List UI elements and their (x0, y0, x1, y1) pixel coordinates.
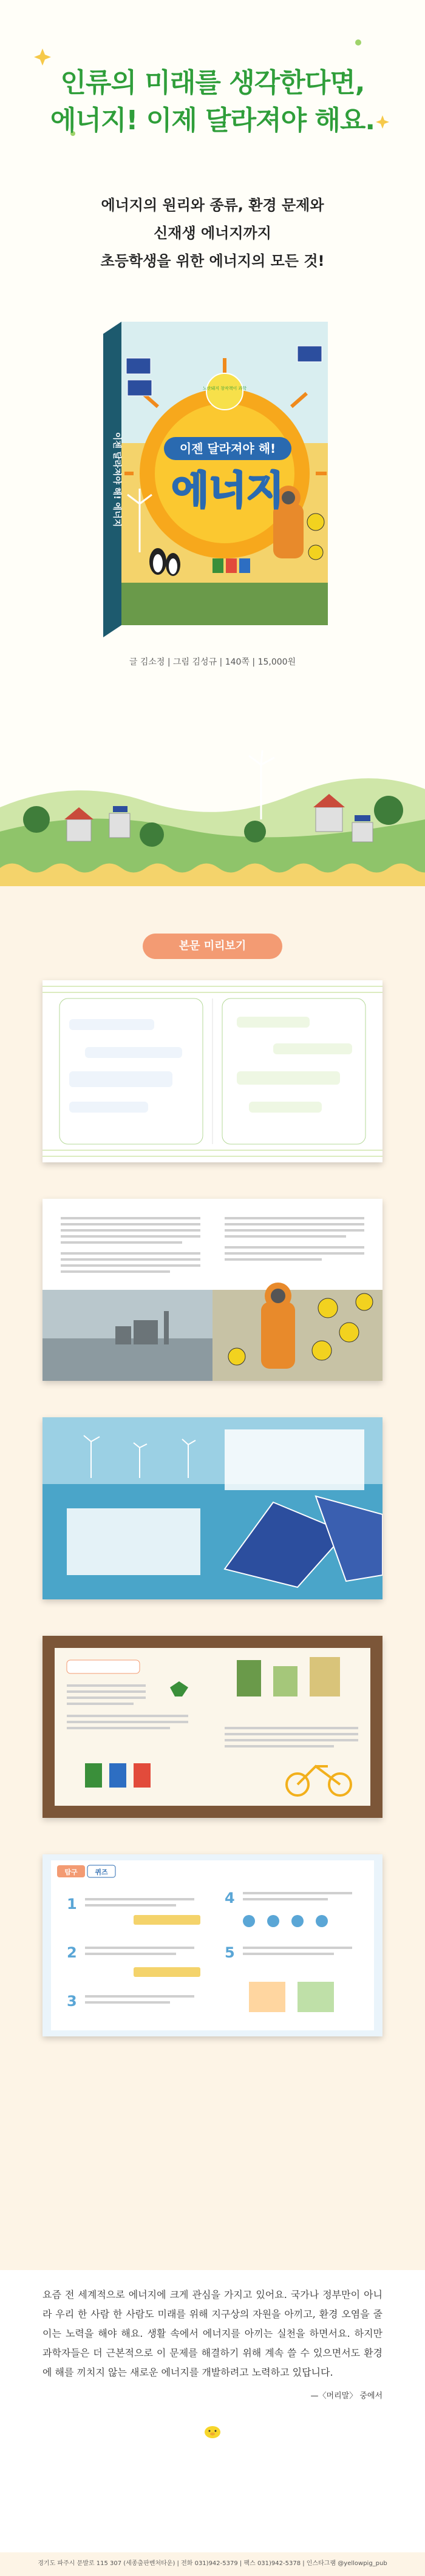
footer-contact: 경기도 파주시 문발로 115 307 (세종출판벤처타운) | 전화 031)942-5379 | 팩스 031)942-5378 | 인스타그램 @yellowpig_pub (38, 2560, 387, 2567)
spread-nuclear (42, 1199, 382, 1381)
subline-3: 초등학생을 위한 에너지의 모든 것! (100, 253, 325, 269)
quiz-label-explore: 탐구 (64, 1868, 78, 1876)
series-badge (206, 373, 243, 410)
publisher-logo-icon (203, 2422, 222, 2440)
spine-title: 이젠 달라져야 해! 에너지 (112, 432, 121, 527)
book-cover (91, 322, 334, 637)
quiz-label-quiz: 퀴즈 (95, 1868, 108, 1876)
headline-line1: 인류의 미래를 생각한다면, (60, 67, 365, 98)
series-badge-label: 노란돼지 창작책이 과학 (202, 386, 247, 391)
subline-2: 신재생 에너지까지 (154, 225, 271, 242)
preview-badge: 본문 미리보기 (143, 934, 282, 959)
spread-quiz (42, 1854, 382, 2036)
spread-recycling (42, 1636, 382, 1818)
spread-chat (42, 980, 382, 1162)
quiz-number-1: 1 (67, 1896, 77, 1913)
quiz-number-3: 3 (67, 1993, 77, 2010)
cover-title: 에너지 (171, 469, 284, 514)
book-credits: 글 김소정 | 그림 김성규 | 140쪽 | 15,000원 (129, 657, 296, 667)
quote-text: 요즘 전 세계적으로 에너지에 크게 관심을 가지고 있어요. 국가나 정부만이 아니라 우리 한 사람 한 사람도 미래를 위해 지구상의 자원을 아끼고, 환경 오염을 줄이는 노력을 해야 해요. 생활 속에서 에너지를 아끼는 실천을 하면서요. 하지만 과학자들은 더 근본적으로 이 문제를 해결하기 위해 계속 쓸 수 있으면서도 환경에 해를 끼치지 않는 새로운 에너지를 개발하려고 노력하고 있답니다. (42, 2289, 382, 2378)
spread-wind (42, 1417, 382, 1599)
cover-subtitle: 이젠 달라져야 해! (179, 441, 276, 456)
quiz-number-5: 5 (225, 1944, 235, 1961)
landscape-illustration (0, 728, 425, 886)
quiz-number-2: 2 (67, 1944, 77, 1961)
headline-line2: 에너지! 이제 달라져야 해요. (50, 105, 375, 136)
subline-1: 에너지의 원리와 종류, 환경 문제와 (101, 197, 324, 214)
quiz-number-4: 4 (225, 1890, 235, 1907)
quote-source: —〈머리말〉 중에서 (310, 2391, 382, 2401)
